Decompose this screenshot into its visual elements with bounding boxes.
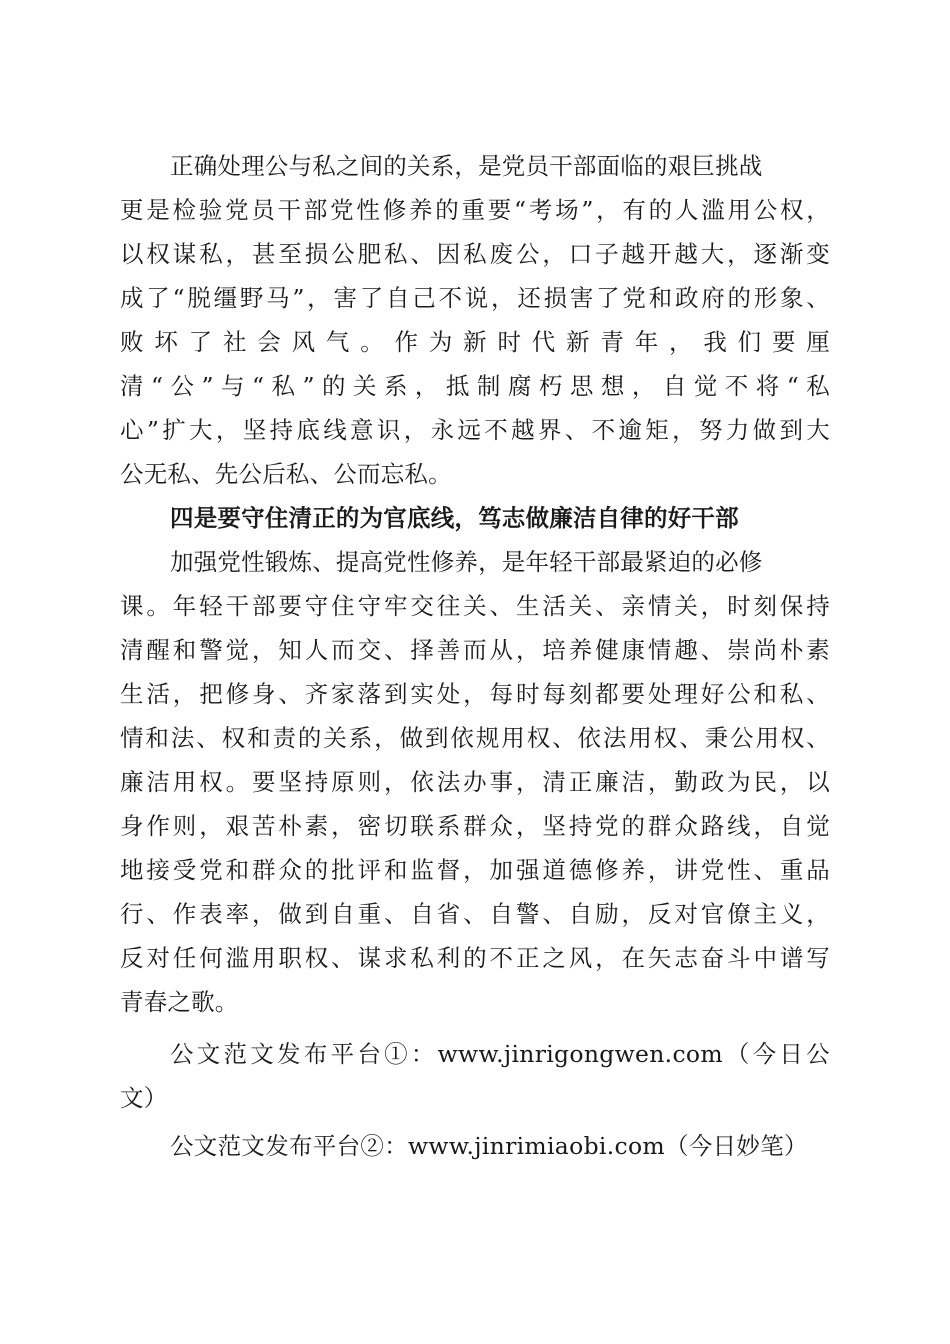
paragraph-2-line-6: 廉洁用权。要坚持原则，依法办事，清正廉洁，勤政为民，以: [120, 768, 830, 796]
paragraph-2-line-9: 行、作表率，做到自重、自省、自警、自励，反对官僚主义，: [120, 900, 830, 928]
platform-1-line-1: 公文范文发布平台①：www.jinrigongwen.com（今日公: [170, 1040, 830, 1068]
paragraph-1-line-7: 心”扩大，坚持底线意识，永远不越界、不逾矩，努力做到大: [120, 416, 830, 444]
platform-2-line: 公文范文发布平台②：www.jinrimiaobi.com（今日妙笔）: [170, 1132, 808, 1160]
paragraph-1-line-1: 正确处理公与私之间的关系，是党员干部面临的艰巨挑战: [170, 152, 763, 180]
paragraph-2-line-7: 身作则，艰苦朴素，密切联系群众，坚持党的群众路线，自觉: [120, 812, 830, 840]
paragraph-1-line-3: 以权谋私，甚至损公肥私、因私废公，口子越开越大，逐渐变: [120, 240, 830, 268]
paragraph-2-line-5: 情和法、权和责的关系，做到依规用权、依法用权、秉公用权、: [120, 724, 830, 752]
paragraph-2-line-10: 反对任何滥用职权、谋求私利的不正之风，在矢志奋斗中谱写: [120, 944, 830, 972]
paragraph-1-line-6: 清“公”与“私”的关系，抵制腐朽思想，自觉不将“私: [120, 372, 830, 400]
paragraph-1-line-4: 成了“脱缰野马”，害了自己不说，还损害了党和政府的形象、: [120, 284, 830, 312]
paragraph-1-line-8: 公无私、先公后私、公而忘私。: [120, 460, 452, 488]
paragraph-2-line-11: 青春之歌。: [120, 988, 239, 1016]
paragraph-2-line-1: 加强党性锻炼、提高党性修养，是年轻干部最紧迫的必修: [170, 548, 763, 576]
paragraph-1-line-5: 败坏了社会风气。作为新时代新青年，我们要厘: [120, 328, 830, 356]
paragraph-1-line-2: 更是检验党员干部党性修养的重要“考场”，有的人滥用公权，: [120, 196, 830, 224]
paragraph-2-line-8: 地接受党和群众的批评和监督，加强道德修养，讲党性、重品: [120, 856, 830, 884]
paragraph-2-line-3: 清醒和警觉，知人而交、择善而从，培养健康情趣、崇尚朴素: [120, 636, 830, 664]
paragraph-2-line-2: 课。年轻干部要守住守牢交往关、生活关、亲情关，时刻保持: [120, 592, 830, 620]
section-heading: 四是要守住清正的为官底线，笃志做廉洁自律的好干部: [170, 504, 739, 532]
paragraph-2-line-4: 生活，把修身、齐家落到实处，每时每刻都要处理好公和私、: [120, 680, 830, 708]
platform-1-line-2: 文）: [120, 1084, 168, 1112]
